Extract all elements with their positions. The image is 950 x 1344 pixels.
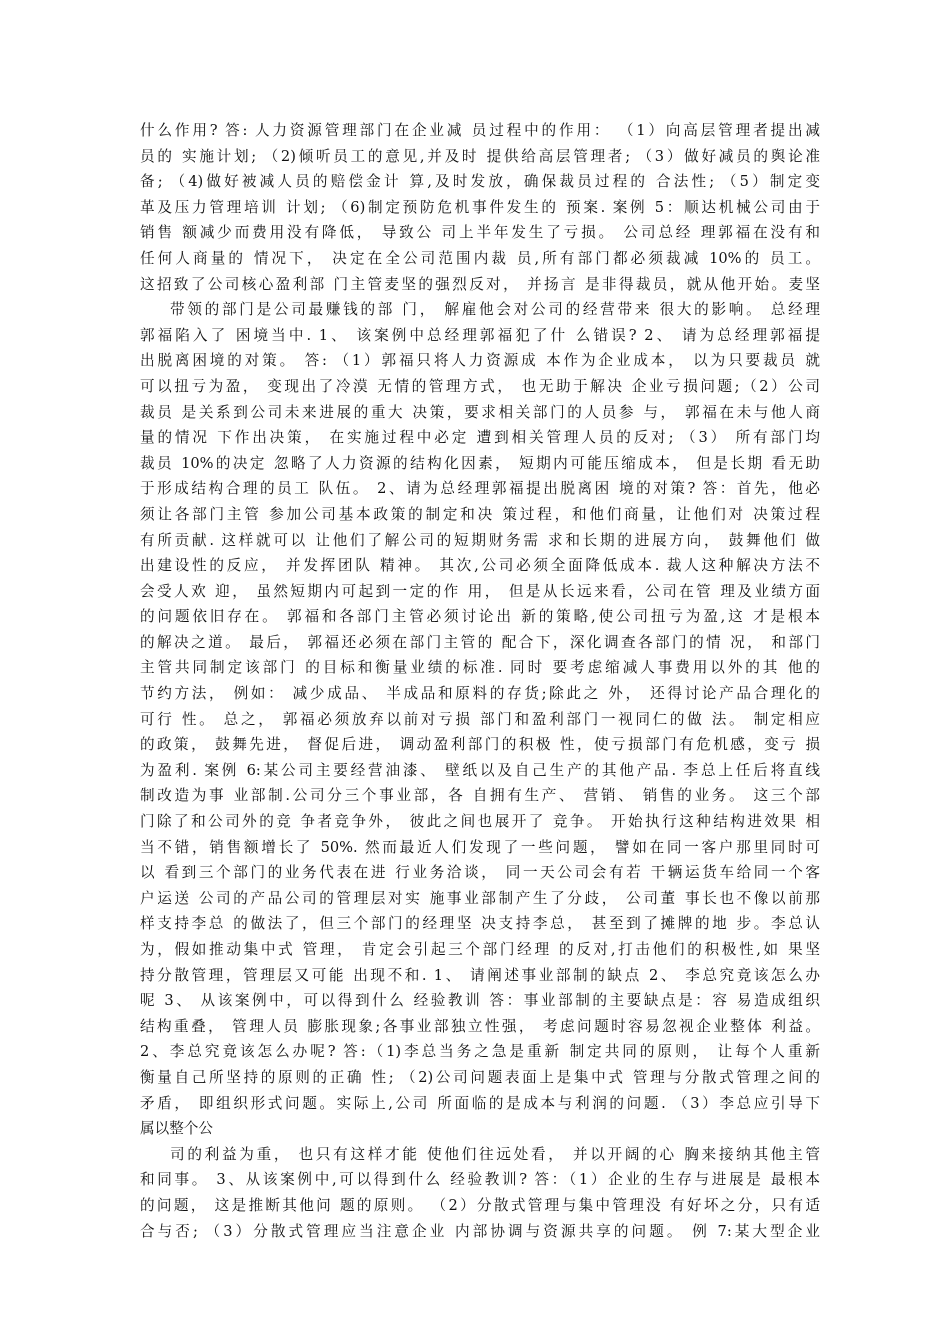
text-line: 什么作用? 答: 人力资源管理部门在企业减 员过程中的作用： （1）向高层管理者提出减: [140, 122, 820, 139]
text-line: 须让各部门主管 参加公司基本政策的制定和决 策过程，和他们商量，让他们对 决策过程: [140, 505, 820, 523]
text-line: 为盈利. 案例 6:某公司主要经营油漆、 壁纸以及自己生产的其他产品. 李总上任后将直线: [140, 761, 820, 779]
text-line: 呢 3、 从该案例中，可以得到什么 经验教训 答：事业部制的主要缺点是：容 易造成组织: [140, 992, 820, 1010]
text-line: 2、李总究竟该怎么办呢? 答:（1)李总当务之急是重新 制定共同的原则， 让每个人重新: [140, 1043, 820, 1061]
text-line: 销售 额减少而费用没有降低， 导致公 司上半年发生了亏损。 公司总经 理郭福在没有和: [140, 224, 820, 242]
text-line: 出建设性的反应， 并发挥团队 精神。 其次,公司必须全面降低成本. 裁人这种解决方法不: [140, 557, 820, 575]
text-line: 矛盾， 即组织形式问题。实际上,公司 所面临的是成本与利润的问题. （3）李总应引导下: [140, 1094, 820, 1112]
text-line: 合与否; （3）分散式管理应当注意企业 内部协调与资源共享的问题。 例 7:某大型企业: [140, 1222, 820, 1240]
text-line: 这招致了公司核心盈利部 门主管麦坚的强烈反对， 并扬言 是非得裁员，就从他开始。麦坚: [140, 275, 820, 293]
text-line: 带领的部门是公司最赚钱的部 门， 解雇他会对公司的经营带来 很大的影响。 总经理: [170, 301, 820, 319]
text-line: 以 看到三个部门的业务代表在进 行业务洽谈， 同一天公司会有若 干辆运货车给同一个客: [140, 864, 820, 882]
text-line: 量的情况 下作出决策， 在实施过程中必定 遭到相关管理人员的反对; （3） 所有部门均: [140, 429, 820, 447]
text-line: 可行 性。 总之， 郭福必须放弃以前对亏损 部门和盈利部门一视同仁的做 法。 制定相应: [140, 710, 820, 728]
text-line: 样支持李总 的做法了，但三个部门的经理坚 决支持李总， 甚至到了摊牌的地 步。李总认: [140, 915, 820, 933]
text-line: 当不错，销售额增长了 50%. 然而最近人们发现了一些问题， 譬如在同一客户那里同时可: [140, 838, 820, 856]
text-line: 主管共同制定该部门 的目标和衡量业绩的标准. 同时 要考虑缩减人事费用以外的其 他的: [140, 659, 820, 677]
text-line: 备; （4)做好被减人员的赔偿金计 算,及时发放，确保裁员过程的 合法性; （5）制定变: [140, 173, 820, 191]
document-body: [140, 118, 820, 1244]
text-line: 门除了和公司外的竞 争者竞争外， 彼此之间也展开了 竞争。 开始执行这种结构进效果 相: [140, 813, 820, 831]
text-line: 会受人欢 迎， 虽然短期内可起到一定的作 用， 但是从长远来看，公司在管 理及业绩方面: [140, 582, 820, 600]
text-line: 于形成结构合理的员工 队伍。 2、请为总经理郭福提出脱离困 境的对策? 答：首先，他必: [140, 480, 820, 498]
text-line: 任何人商量的 情况下， 决定在全公司范围内裁 员,所有部门都必须裁减 10%的 员工。: [140, 249, 820, 267]
text-line: 裁员 是关系到公司未来进展的重大 决策，要求相关部门的人员参 与， 郭福在未与他人商: [140, 403, 820, 421]
text-line: 节约方法， 例如： 减少成品、 半成品和原料的存货;除此之 外， 还得讨论产品合理化的: [140, 685, 820, 703]
text-line: 的问题依旧存在。 郭福和各部门主管必须讨论出 新的策略,使公司扭亏为盈,这 才是根本: [140, 608, 820, 626]
text-line: 可以扭亏为盈， 变现出了冷漠 无情的管理方式， 也无助于解决 企业亏损问题;（2）公司: [140, 377, 820, 395]
text-line: 员的 实施计划; （2)倾听员工的意见,并及时 提供给高层管理者; （3）做好减员的舆论准: [140, 147, 820, 165]
text-line: 有所贡献. 这样就可以 让他们了解公司的短期财务需 求和长期的进展方向， 鼓舞他们 做: [140, 531, 820, 549]
text-line: 郭福陷入了 困境当中. 1、 该案例中总经理郭福犯了什 么错误? 2、 请为总经理郭福提: [140, 326, 820, 344]
text-line: 属以整个公: [140, 1120, 213, 1138]
text-line: 革及压力管理培训 计划; （6)制定预防危机事件发生的 预案. 案例 5：顺达机械公司由于: [140, 198, 820, 216]
text-line: 制改造为事 业部制.公司分三个事业部，各 自拥有生产、 营销、 销售的业务。 这三个部: [140, 787, 820, 805]
text-line: 的解决之道。 最后， 郭福还必须在部门主管的 配合下，深化调查各部门的情 况， 和部门: [140, 633, 820, 651]
text-line: 裁员 10%的决定 忽略了人力资源的结构化因素， 短期内可能压缩成本， 但是长期 看无助: [140, 454, 820, 472]
text-line: 的政策， 鼓舞先进， 督促后进， 调动盈利部门的积极 性，使亏损部门有危机感，变亏 损: [140, 736, 820, 754]
text-line: 和同事。 3、从该案例中,可以得到什么 经验教训? 答：（1）企业的生存与进展是 最根本: [140, 1171, 820, 1189]
text-line: 户运送 公司的产品公司的管理层对实 施事业部制产生了分歧， 公司董 事长也不像以前那: [140, 889, 820, 907]
text-line: 结构重叠， 管理人员 膨胀现象;各事业部独立性强， 考虑问题时容易忽视企业整体 利益。: [140, 1017, 820, 1035]
text-line: 为，假如推动集中式 管理， 肯定会引起三个部门经理 的反对,打击他们的积极性,如 果坚: [140, 941, 820, 958]
text-line: 持分散管理，管理层又可能 出现不和. 1、 请阐述事业部制的缺点 2、 李总究竟该怎么办: [140, 966, 820, 984]
text-line: 衡量自己所坚持的原则的正确 性; （2)公司问题表面上是集中式 管理与分散式管理之间的: [140, 1068, 820, 1086]
text-line: 出脱离困境的对策。 答: （1）郭福只将人力资源成 本作为企业成本， 以为只要裁员 就: [140, 352, 820, 370]
text-line: 的问题， 这是推断其他问 题的原则。 （2）分散式管理与集中管理没 有好坏之分，只有适: [140, 1196, 820, 1214]
text-line: 司的利益为重， 也只有这样才能 使他们往远处看， 并以开阔的心 胸来接纳其他主管: [170, 1145, 820, 1163]
